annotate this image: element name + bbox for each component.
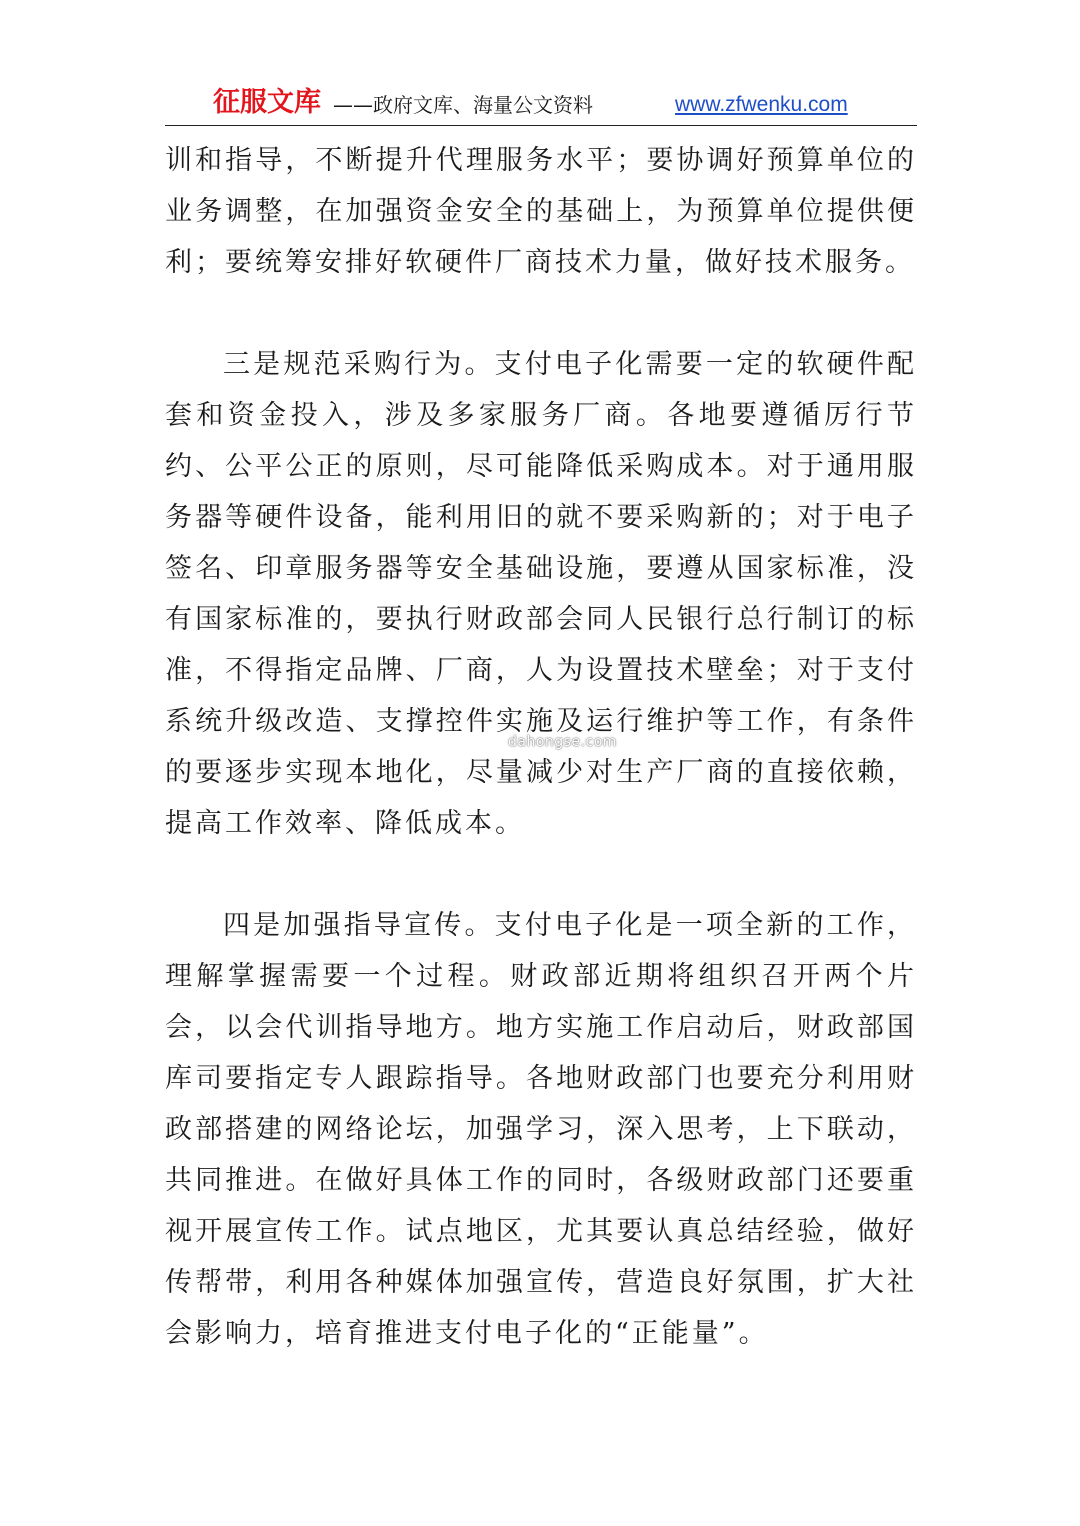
header-tagline: ——政府文库、海量公文资料 [333, 93, 593, 117]
paragraph-3: 四是加强指导宣传。支付电子化是一项全新的工作，理解掌握需要一个过程。财政部近期将组织召开两个片会，以会代训指导地方。地方实施工作启动后，财政部国库司要指定专人跟踪指导。各地财政部门也要充分利用财政部搭建的网络论坛，加强学习，深入思考，上下联动，共同推进。在做好具体工作的同时，各级财政部门还要重视开展宣传工作。试点地区，尤其要认真总结经验，做好传帮带，利用各种媒体加强宣传，营造良好氛围，扩大社会影响力，培育推进支付电子化的“正能量”。 [165, 910, 917, 1349]
brand-logo: 征服文库 [213, 87, 321, 118]
header-divider [165, 125, 917, 126]
watermark-text: dahongse.com [508, 734, 617, 750]
paragraph-gap [165, 849, 917, 900]
site-url-link[interactable]: www.zfwenku.com [675, 93, 848, 116]
paragraph-1: 训和指导，不断提升代理服务水平；要协调好预算单位的业务调整，在加强资金安全的基础上，为预算单位提供便利；要统筹安排好软硬件厂商技术力量，做好技术服务。 [165, 145, 917, 278]
page-header [165, 86, 917, 126]
paragraph-2: 三是规范采购行为。支付电子化需要一定的软硬件配套和资金投入，涉及多家服务厂商。各地要遵循厉行节约、公平公正的原则，尽可能降低采购成本。对于通用服务器等硬件设备，能利用旧的就不要采购新的；对于电子签名、印章服务器等安全基础设施，要遵从国家标准，没有国家标准的，要执行财政部会同人民银行总行制订的标准，不得指定品牌、厂商，人为设置技术壁垒；对于支付系统升级改造、支撑控件实施及运行维护等工作，有条件的要逐步实现本地化，尽量减少对生产厂商的直接依赖，提高工作效率、降低成本。 [165, 349, 917, 839]
paragraph-gap [165, 288, 917, 339]
